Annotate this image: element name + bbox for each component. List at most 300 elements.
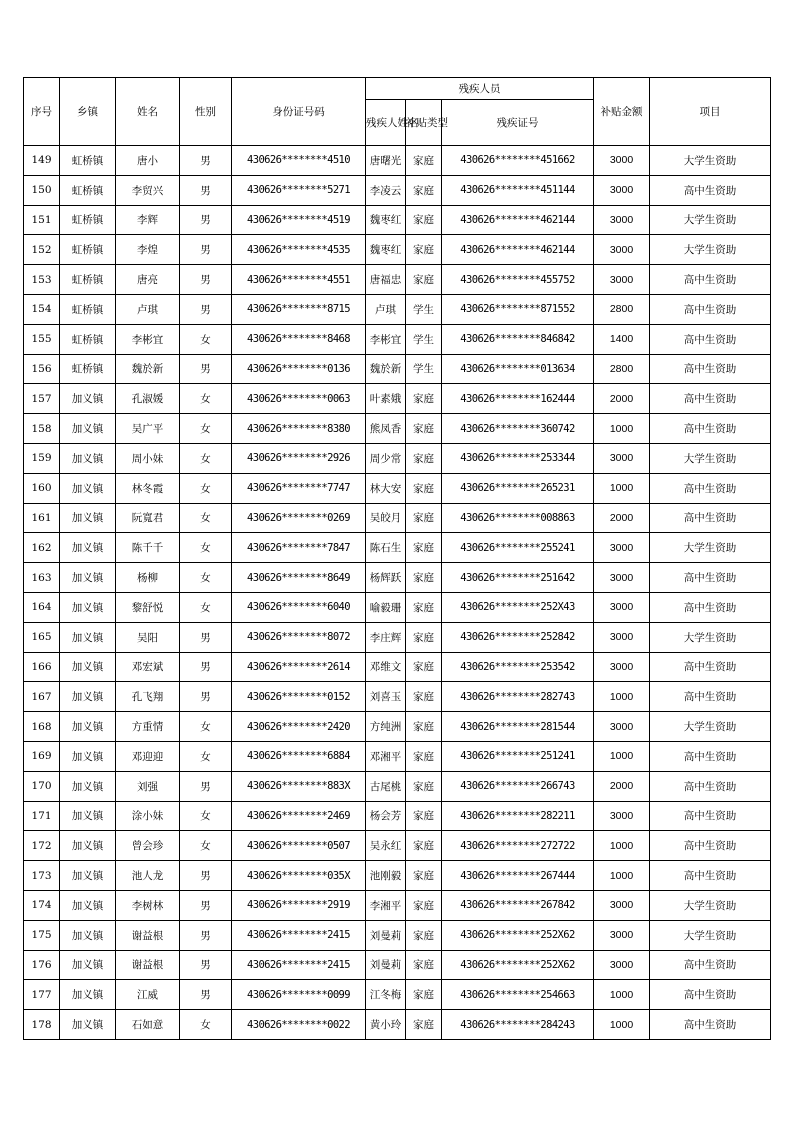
- seq-cell: 170: [24, 771, 60, 801]
- project-cell: 高中生资助: [650, 294, 771, 324]
- name-cell: 李树林: [116, 890, 180, 920]
- id-number-cell: 430626********8468: [232, 324, 366, 354]
- town-cell: 加义镇: [60, 890, 116, 920]
- disabled-name-cell: 刘喜玉: [366, 682, 406, 712]
- subsidy-type-cell: 家庭: [406, 533, 442, 563]
- table-row: [24, 1010, 771, 1040]
- gender-cell: 男: [180, 622, 232, 652]
- disabled-name-cell: 魏枣红: [366, 205, 406, 235]
- seq-cell: 168: [24, 712, 60, 742]
- id-number-cell: 430626********8715: [232, 294, 366, 324]
- amount-cell: 3000: [594, 533, 650, 563]
- name-cell: 刘强: [116, 771, 180, 801]
- disabled-name-cell: 陈石生: [366, 533, 406, 563]
- amount-cell: 1000: [594, 861, 650, 891]
- table-row: [24, 622, 771, 652]
- town-cell: 虹桥镇: [60, 175, 116, 205]
- project-cell: 高中生资助: [650, 652, 771, 682]
- disabled-name-cell: 林大安: [366, 473, 406, 503]
- id-number-cell: 430626********0063: [232, 384, 366, 414]
- town-cell: 加义镇: [60, 682, 116, 712]
- town-cell: 虹桥镇: [60, 235, 116, 265]
- id-number-cell: 430626********883X: [232, 771, 366, 801]
- subsidy-type-cell: 家庭: [406, 592, 442, 622]
- name-cell: 卢琪: [116, 294, 180, 324]
- amount-cell: 3000: [594, 592, 650, 622]
- header-town: 乡镇: [60, 78, 116, 146]
- disability-cert-cell: 430626********265231: [442, 473, 594, 503]
- subsidy-table: [23, 77, 771, 1040]
- amount-cell: 3000: [594, 265, 650, 295]
- project-cell: 大学生资助: [650, 235, 771, 265]
- town-cell: 虹桥镇: [60, 205, 116, 235]
- seq-cell: 164: [24, 592, 60, 622]
- seq-cell: 178: [24, 1010, 60, 1040]
- seq-cell: 150: [24, 175, 60, 205]
- amount-cell: 3000: [594, 175, 650, 205]
- disability-cert-cell: 430626********253542: [442, 652, 594, 682]
- name-cell: 林冬霞: [116, 473, 180, 503]
- gender-cell: 男: [180, 265, 232, 295]
- table-row: [24, 652, 771, 682]
- subsidy-type-cell: 家庭: [406, 414, 442, 444]
- town-cell: 加义镇: [60, 801, 116, 831]
- gender-cell: 男: [180, 205, 232, 235]
- disabled-name-cell: 李庄辉: [366, 622, 406, 652]
- header-project: 项目: [650, 78, 771, 146]
- gender-cell: 男: [180, 682, 232, 712]
- disabled-name-cell: 刘曼莉: [366, 920, 406, 950]
- header-subsidy-type: 补贴类型: [406, 100, 442, 146]
- name-cell: 吴广平: [116, 414, 180, 444]
- table-row: [24, 712, 771, 742]
- gender-cell: 男: [180, 146, 232, 176]
- id-number-cell: 430626********2420: [232, 712, 366, 742]
- project-cell: 高中生资助: [650, 175, 771, 205]
- header-disabled-name: 残疾人姓名: [366, 100, 406, 146]
- name-cell: 孔飞翔: [116, 682, 180, 712]
- subsidy-type-cell: 家庭: [406, 741, 442, 771]
- project-cell: 高中生资助: [650, 265, 771, 295]
- name-cell: 谢益根: [116, 950, 180, 980]
- disabled-name-cell: 李湘平: [366, 890, 406, 920]
- header-amount: 补贴金额: [594, 78, 650, 146]
- id-number-cell: 430626********0099: [232, 980, 366, 1010]
- seq-cell: 159: [24, 443, 60, 473]
- town-cell: 加义镇: [60, 473, 116, 503]
- id-number-cell: 430626********5271: [232, 175, 366, 205]
- gender-cell: 男: [180, 771, 232, 801]
- gender-cell: 男: [180, 950, 232, 980]
- subsidy-type-cell: 家庭: [406, 235, 442, 265]
- amount-cell: 2800: [594, 354, 650, 384]
- town-cell: 加义镇: [60, 622, 116, 652]
- id-number-cell: 430626********2415: [232, 950, 366, 980]
- town-cell: 加义镇: [60, 563, 116, 593]
- name-cell: 池人龙: [116, 861, 180, 891]
- table-row: [24, 205, 771, 235]
- subsidy-type-cell: 家庭: [406, 682, 442, 712]
- project-cell: 大学生资助: [650, 622, 771, 652]
- id-number-cell: 430626********0507: [232, 831, 366, 861]
- header-disabled-group: 残疾人员: [366, 78, 594, 100]
- subsidy-type-cell: 学生: [406, 324, 442, 354]
- table-row: [24, 354, 771, 384]
- project-cell: 高中生资助: [650, 741, 771, 771]
- town-cell: 加义镇: [60, 920, 116, 950]
- gender-cell: 男: [180, 890, 232, 920]
- disability-cert-cell: 430626********272722: [442, 831, 594, 861]
- disability-cert-cell: 430626********266743: [442, 771, 594, 801]
- table-row: [24, 384, 771, 414]
- town-cell: 加义镇: [60, 1010, 116, 1040]
- name-cell: 江威: [116, 980, 180, 1010]
- disability-cert-cell: 430626********254663: [442, 980, 594, 1010]
- town-cell: 虹桥镇: [60, 265, 116, 295]
- id-number-cell: 430626********7847: [232, 533, 366, 563]
- amount-cell: 3000: [594, 890, 650, 920]
- gender-cell: 男: [180, 175, 232, 205]
- seq-cell: 155: [24, 324, 60, 354]
- amount-cell: 1000: [594, 831, 650, 861]
- project-cell: 高中生资助: [650, 831, 771, 861]
- town-cell: 加义镇: [60, 771, 116, 801]
- amount-cell: 3000: [594, 205, 650, 235]
- amount-cell: 1400: [594, 324, 650, 354]
- table-row: [24, 801, 771, 831]
- name-cell: 石如意: [116, 1010, 180, 1040]
- subsidy-type-cell: 家庭: [406, 712, 442, 742]
- name-cell: 方重情: [116, 712, 180, 742]
- amount-cell: 1000: [594, 473, 650, 503]
- subsidy-type-cell: 家庭: [406, 622, 442, 652]
- name-cell: 李辉: [116, 205, 180, 235]
- gender-cell: 女: [180, 1010, 232, 1040]
- town-cell: 加义镇: [60, 741, 116, 771]
- town-cell: 虹桥镇: [60, 146, 116, 176]
- project-cell: 高中生资助: [650, 1010, 771, 1040]
- id-number-cell: 430626********0152: [232, 682, 366, 712]
- gender-cell: 女: [180, 414, 232, 444]
- disabled-name-cell: 古尾桃: [366, 771, 406, 801]
- name-cell: 邓迎迎: [116, 741, 180, 771]
- amount-cell: 1000: [594, 980, 650, 1010]
- project-cell: 大学生资助: [650, 205, 771, 235]
- table-row: [24, 265, 771, 295]
- disability-cert-cell: 430626********252842: [442, 622, 594, 652]
- amount-cell: 1000: [594, 1010, 650, 1040]
- table-row: [24, 414, 771, 444]
- disabled-name-cell: 叶素娥: [366, 384, 406, 414]
- disabled-name-cell: 邓维文: [366, 652, 406, 682]
- amount-cell: 3000: [594, 950, 650, 980]
- disability-cert-cell: 430626********252X43: [442, 592, 594, 622]
- amount-cell: 3000: [594, 563, 650, 593]
- table-row: [24, 473, 771, 503]
- table-row: [24, 861, 771, 891]
- town-cell: 虹桥镇: [60, 354, 116, 384]
- town-cell: 加义镇: [60, 950, 116, 980]
- gender-cell: 男: [180, 861, 232, 891]
- project-cell: 大学生资助: [650, 890, 771, 920]
- table-row: [24, 920, 771, 950]
- id-number-cell: 430626********4510: [232, 146, 366, 176]
- town-cell: 加义镇: [60, 980, 116, 1010]
- id-number-cell: 430626********2614: [232, 652, 366, 682]
- header-name: 姓名: [116, 78, 180, 146]
- table-row: [24, 175, 771, 205]
- project-cell: 大学生资助: [650, 146, 771, 176]
- table-row: [24, 146, 771, 176]
- amount-cell: 2000: [594, 503, 650, 533]
- town-cell: 加义镇: [60, 831, 116, 861]
- seq-cell: 153: [24, 265, 60, 295]
- seq-cell: 177: [24, 980, 60, 1010]
- name-cell: 陈千千: [116, 533, 180, 563]
- table-row: [24, 890, 771, 920]
- table-row: [24, 950, 771, 980]
- table-row: [24, 980, 771, 1010]
- disabled-name-cell: 黄小玲: [366, 1010, 406, 1040]
- header-gender: 性别: [180, 78, 232, 146]
- gender-cell: 男: [180, 235, 232, 265]
- disability-cert-cell: 430626********251642: [442, 563, 594, 593]
- disabled-name-cell: 杨会芳: [366, 801, 406, 831]
- name-cell: 孔淑媛: [116, 384, 180, 414]
- disability-cert-cell: 430626********360742: [442, 414, 594, 444]
- subsidy-type-cell: 学生: [406, 354, 442, 384]
- id-number-cell: 430626********6884: [232, 741, 366, 771]
- name-cell: 魏於新: [116, 354, 180, 384]
- gender-cell: 女: [180, 324, 232, 354]
- gender-cell: 女: [180, 443, 232, 473]
- town-cell: 加义镇: [60, 384, 116, 414]
- id-number-cell: 430626********0022: [232, 1010, 366, 1040]
- project-cell: 高中生资助: [650, 473, 771, 503]
- disability-cert-cell: 430626********282743: [442, 682, 594, 712]
- id-number-cell: 430626********4551: [232, 265, 366, 295]
- subsidy-type-cell: 家庭: [406, 980, 442, 1010]
- id-number-cell: 430626********2415: [232, 920, 366, 950]
- seq-cell: 166: [24, 652, 60, 682]
- table-row: [24, 443, 771, 473]
- table-row: [24, 682, 771, 712]
- id-number-cell: 430626********6040: [232, 592, 366, 622]
- disability-cert-cell: 430626********251241: [442, 741, 594, 771]
- gender-cell: 男: [180, 294, 232, 324]
- id-number-cell: 430626********8649: [232, 563, 366, 593]
- name-cell: 邓宏斌: [116, 652, 180, 682]
- id-number-cell: 430626********0269: [232, 503, 366, 533]
- id-number-cell: 430626********035X: [232, 861, 366, 891]
- project-cell: 高中生资助: [650, 324, 771, 354]
- seq-cell: 156: [24, 354, 60, 384]
- table-body: [24, 146, 771, 1040]
- amount-cell: 3000: [594, 801, 650, 831]
- disabled-name-cell: 江冬梅: [366, 980, 406, 1010]
- header-disability-cert: 残疾证号: [442, 100, 594, 146]
- town-cell: 加义镇: [60, 414, 116, 444]
- amount-cell: 3000: [594, 235, 650, 265]
- id-number-cell: 430626********2469: [232, 801, 366, 831]
- id-number-cell: 430626********2926: [232, 443, 366, 473]
- seq-cell: 157: [24, 384, 60, 414]
- gender-cell: 男: [180, 354, 232, 384]
- table-row: [24, 503, 771, 533]
- id-number-cell: 430626********4535: [232, 235, 366, 265]
- disability-cert-cell: 430626********008863: [442, 503, 594, 533]
- disability-cert-cell: 430626********267842: [442, 890, 594, 920]
- seq-cell: 163: [24, 563, 60, 593]
- seq-cell: 172: [24, 831, 60, 861]
- project-cell: 高中生资助: [650, 682, 771, 712]
- amount-cell: 2000: [594, 384, 650, 414]
- disability-cert-cell: 430626********871552: [442, 294, 594, 324]
- subsidy-type-cell: 家庭: [406, 443, 442, 473]
- gender-cell: 男: [180, 652, 232, 682]
- town-cell: 加义镇: [60, 443, 116, 473]
- seq-cell: 160: [24, 473, 60, 503]
- subsidy-type-cell: 家庭: [406, 384, 442, 414]
- amount-cell: 2800: [594, 294, 650, 324]
- name-cell: 唐小: [116, 146, 180, 176]
- disabled-name-cell: 邓湘平: [366, 741, 406, 771]
- table-row: [24, 831, 771, 861]
- project-cell: 高中生资助: [650, 592, 771, 622]
- table-row: [24, 771, 771, 801]
- disability-cert-cell: 430626********252X62: [442, 950, 594, 980]
- disabled-name-cell: 魏於新: [366, 354, 406, 384]
- table-row: [24, 592, 771, 622]
- amount-cell: 3000: [594, 712, 650, 742]
- project-cell: 大学生资助: [650, 533, 771, 563]
- project-cell: 大学生资助: [650, 443, 771, 473]
- gender-cell: 女: [180, 592, 232, 622]
- gender-cell: 女: [180, 801, 232, 831]
- seq-cell: 175: [24, 920, 60, 950]
- disability-cert-cell: 430626********255241: [442, 533, 594, 563]
- seq-cell: 161: [24, 503, 60, 533]
- disability-cert-cell: 430626********013634: [442, 354, 594, 384]
- amount-cell: 2000: [594, 771, 650, 801]
- disabled-name-cell: 卢琪: [366, 294, 406, 324]
- subsidy-type-cell: 家庭: [406, 473, 442, 503]
- disability-cert-cell: 430626********252X62: [442, 920, 594, 950]
- disability-cert-cell: 430626********462144: [442, 205, 594, 235]
- seq-cell: 162: [24, 533, 60, 563]
- disability-cert-cell: 430626********846842: [442, 324, 594, 354]
- seq-cell: 165: [24, 622, 60, 652]
- project-cell: 高中生资助: [650, 950, 771, 980]
- table-row: [24, 294, 771, 324]
- table-row: [24, 324, 771, 354]
- town-cell: 加义镇: [60, 712, 116, 742]
- subsidy-type-cell: 家庭: [406, 801, 442, 831]
- disability-cert-cell: 430626********284243: [442, 1010, 594, 1040]
- seq-cell: 167: [24, 682, 60, 712]
- disability-cert-cell: 430626********253344: [442, 443, 594, 473]
- town-cell: 加义镇: [60, 652, 116, 682]
- seq-cell: 151: [24, 205, 60, 235]
- subsidy-type-cell: 家庭: [406, 831, 442, 861]
- seq-cell: 176: [24, 950, 60, 980]
- disabled-name-cell: 吴永红: [366, 831, 406, 861]
- subsidy-type-cell: 家庭: [406, 771, 442, 801]
- amount-cell: 3000: [594, 920, 650, 950]
- subsidy-type-cell: 家庭: [406, 861, 442, 891]
- town-cell: 加义镇: [60, 592, 116, 622]
- id-number-cell: 430626********8072: [232, 622, 366, 652]
- disabled-name-cell: 池刚毅: [366, 861, 406, 891]
- id-number-cell: 430626********0136: [232, 354, 366, 384]
- disabled-name-cell: 吴皎月: [366, 503, 406, 533]
- disability-cert-cell: 430626********282211: [442, 801, 594, 831]
- gender-cell: 女: [180, 712, 232, 742]
- subsidy-type-cell: 家庭: [406, 920, 442, 950]
- id-number-cell: 430626********8380: [232, 414, 366, 444]
- amount-cell: 1000: [594, 682, 650, 712]
- name-cell: 黎舒悦: [116, 592, 180, 622]
- header-id-number: 身份证号码: [232, 78, 366, 146]
- disability-cert-cell: 430626********451662: [442, 146, 594, 176]
- disabled-name-cell: 唐曙光: [366, 146, 406, 176]
- disability-cert-cell: 430626********455752: [442, 265, 594, 295]
- project-cell: 高中生资助: [650, 771, 771, 801]
- subsidy-type-cell: 家庭: [406, 563, 442, 593]
- seq-cell: 149: [24, 146, 60, 176]
- seq-cell: 152: [24, 235, 60, 265]
- project-cell: 高中生资助: [650, 354, 771, 384]
- amount-cell: 1000: [594, 414, 650, 444]
- gender-cell: 女: [180, 503, 232, 533]
- seq-cell: 154: [24, 294, 60, 324]
- seq-cell: 171: [24, 801, 60, 831]
- name-cell: 周小妹: [116, 443, 180, 473]
- disabled-name-cell: 唐福忠: [366, 265, 406, 295]
- subsidy-type-cell: 家庭: [406, 503, 442, 533]
- gender-cell: 女: [180, 831, 232, 861]
- subsidy-type-cell: 家庭: [406, 146, 442, 176]
- project-cell: 高中生资助: [650, 980, 771, 1010]
- project-cell: 大学生资助: [650, 920, 771, 950]
- id-number-cell: 430626********4519: [232, 205, 366, 235]
- id-number-cell: 430626********2919: [232, 890, 366, 920]
- gender-cell: 男: [180, 980, 232, 1010]
- town-cell: 加义镇: [60, 861, 116, 891]
- disability-cert-cell: 430626********162444: [442, 384, 594, 414]
- subsidy-type-cell: 家庭: [406, 175, 442, 205]
- project-cell: 高中生资助: [650, 801, 771, 831]
- name-cell: 李彬宜: [116, 324, 180, 354]
- table-row: [24, 533, 771, 563]
- subsidy-type-cell: 家庭: [406, 652, 442, 682]
- disabled-name-cell: 魏枣红: [366, 235, 406, 265]
- gender-cell: 女: [180, 384, 232, 414]
- project-cell: 高中生资助: [650, 414, 771, 444]
- seq-cell: 174: [24, 890, 60, 920]
- table-row: [24, 563, 771, 593]
- disability-cert-cell: 430626********462144: [442, 235, 594, 265]
- name-cell: 吴阳: [116, 622, 180, 652]
- name-cell: 唐亮: [116, 265, 180, 295]
- subsidy-type-cell: 家庭: [406, 890, 442, 920]
- header-seq: 序号: [24, 78, 60, 146]
- gender-cell: 女: [180, 473, 232, 503]
- project-cell: 高中生资助: [650, 384, 771, 414]
- gender-cell: 女: [180, 741, 232, 771]
- amount-cell: 1000: [594, 741, 650, 771]
- amount-cell: 3000: [594, 622, 650, 652]
